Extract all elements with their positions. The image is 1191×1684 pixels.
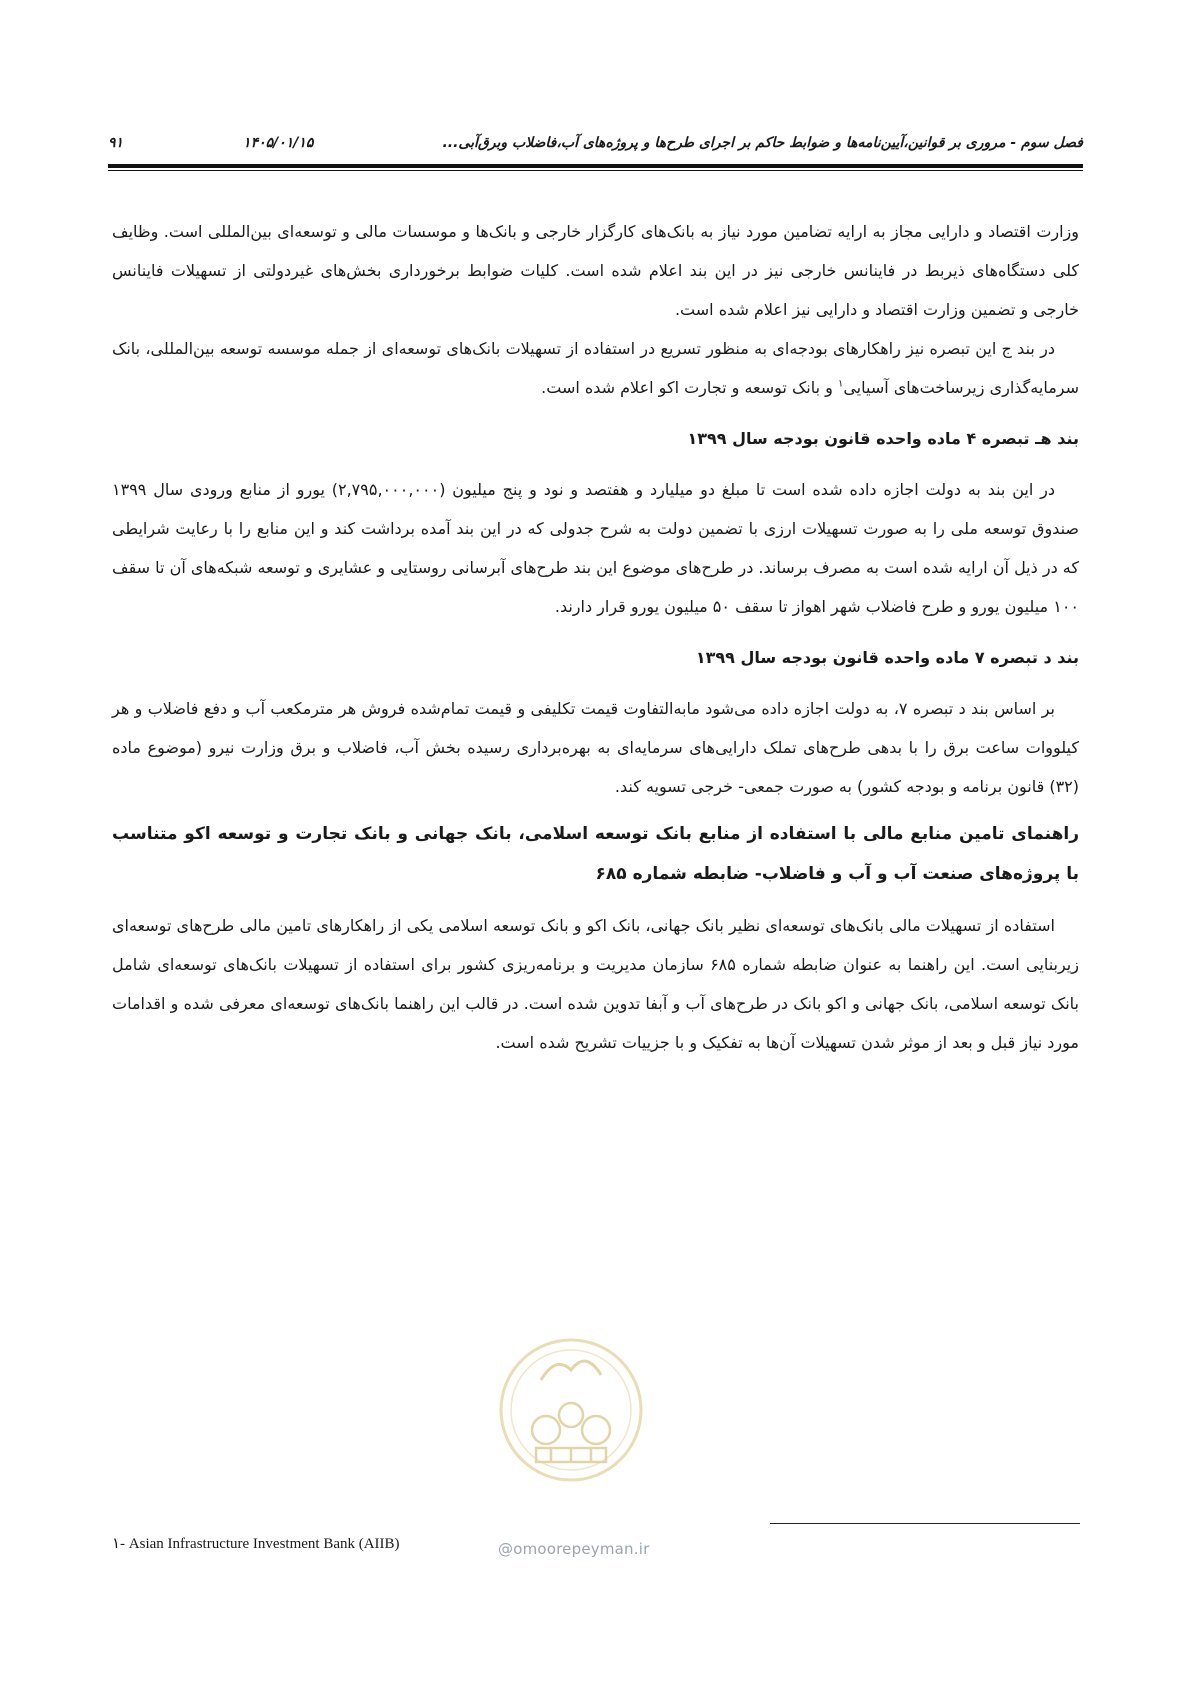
body-text: [112, 212, 1079, 1062]
footnote: ۱- Asian Infrastructure Investment Bank (AIIB): [112, 1536, 400, 1552]
header-title: فصل سوم - مروری بر قوانین،آیین‌نامه‌ها و ضوابط حاکم بر اجرای طرح‌ها و پروژه‌های آب،فاضلاب وبرق‌آبی...: [442, 135, 1083, 151]
section-paragraph: استفاده از تسهیلات مالی بانک‌های توسعه‌ای نظیر بانک جهانی، بانک اکو و بانک توسعه اسلامی یکی از راهکارهای تامین مالی طرح‌های توسعه‌ای زیربنایی است. این راهنما به عنوان ضابطه شماره ۶۸۵ سازمان مدیریت و برنامه‌ریزی کشور برای استفاده از تسهیلات بانک‌های توسعه‌ای شامل بانک توسعه اسلامی، بانک جهانی و اکو بانک در طرح‌های آب و آبفا تدوین شده است. در قالب این راهنما بانک‌های توسعه‌ای معرفی شده و اقدامات مورد نیاز قبل و بعد از موثر شدن تسهیلات آن‌ها به تفکیک و با جزییات تشریح شده است.: [112, 916, 1079, 1052]
intro-paragraph-2-text: در بند ج این تبصره نیز راهکارهای بودجه‌ای به منظور تسریع در استفاده از تسهیلات بانک‌های توسعه‌ای از جمله موسسه توسعه بین‌المللی، بانک سرمایه‌گذاری زیرساخت‌های آسیایی: [112, 339, 1079, 397]
running-header: [108, 130, 1083, 156]
page-number: ۹۱: [108, 135, 124, 151]
header-date: ۱۴۰۵/۰۱/۱۵: [243, 135, 314, 151]
watermark-site: @omoorepeyman.ir: [498, 1540, 650, 1558]
header-rule-thin: [108, 170, 1083, 171]
section-heading: راهنمای تامین منابع مالی با استفاده از منابع بانک توسعه اسلامی، بانک جهانی و بانک تجارت و توسعه اکو متناسب با پروژه‌های صنعت آب و آب و فاضلاب- ضابطه شماره ۶۸۵: [112, 824, 1079, 884]
section-heading: بند هـ تبصره ۴ ماده واحده قانون بودجه سال ۱۳۹۹: [687, 429, 1079, 448]
section-paragraph: بر اساس بند د تبصره ۷، به دولت اجازه داده می‌شود مابه‌التفاوت قیمت تکلیفی و قیمت تمام‌شده فروش هر مترمکعب آب و دفع فاضلاب و هر کیلووات ساعت برق را با بدهی طرح‌های تملک دارایی‌های سرمایه‌ای به بهره‌برداری رسیده بخش آب، فاضلاب و برق وزارت نیرو (موضوع ماده (۳۲) قانون برنامه و بودجه کشور) به صورت جمعی- خرجی تسویه کند.: [112, 699, 1079, 796]
intro-paragraph-1: وزارت اقتصاد و دارایی مجاز به ارایه تضامین مورد نیاز به بانک‌های کارگزار خارجی و بانک‌ها و موسسات مالی و توسعه‌ای بین‌المللی است. وظایف کلی دستگاه‌های ذیربط در فاینانس خارجی نیز در این بند اعلام شده است. کلیات ضوابط برخورداری بخش‌های غیردولتی از تسهیلات فاینانس خارجی و تضمین وزارت اقتصاد و دارایی نیز اعلام شده است.: [112, 222, 1079, 319]
footnote-rule: [770, 1523, 1080, 1524]
header-rule: [108, 164, 1083, 168]
section-heading: بند د تبصره ۷ ماده واحده قانون بودجه سال ۱۳۹۹: [695, 648, 1079, 667]
intro-paragraph-2-end: و بانک توسعه و تجارت اکو اعلام شده است.: [541, 378, 838, 397]
intro-paragraph-2: [112, 329, 1079, 407]
section-paragraph: در این بند به دولت اجازه داده شده است تا مبلغ دو میلیارد و هفتصد و نود و پنج میلیون (۲,۷۹۵,۰۰۰,۰۰۰) یورو از منابع ورودی سال ۱۳۹۹ صندوق توسعه ملی را به صورت تسهیلات ارزی با تضمین دولت به شرح جدولی که در این بند آمده برداشت کند و این منابع را با رعایت شرایطی که در ذیل آن ارایه شده است به مصرف برساند. در طرح‌های موضوع این بند طرح‌های آبرسانی روستایی و عشایری و توسعه شبکه‌های آن تا سقف ۱۰۰ میلیون یورو و طرح فاضلاب شهر اهواز تا سقف ۵۰ میلیون یورو قرار دارند.: [112, 480, 1079, 616]
seal-watermark: [496, 1330, 646, 1500]
footnote-reference: ۱: [837, 378, 844, 390]
